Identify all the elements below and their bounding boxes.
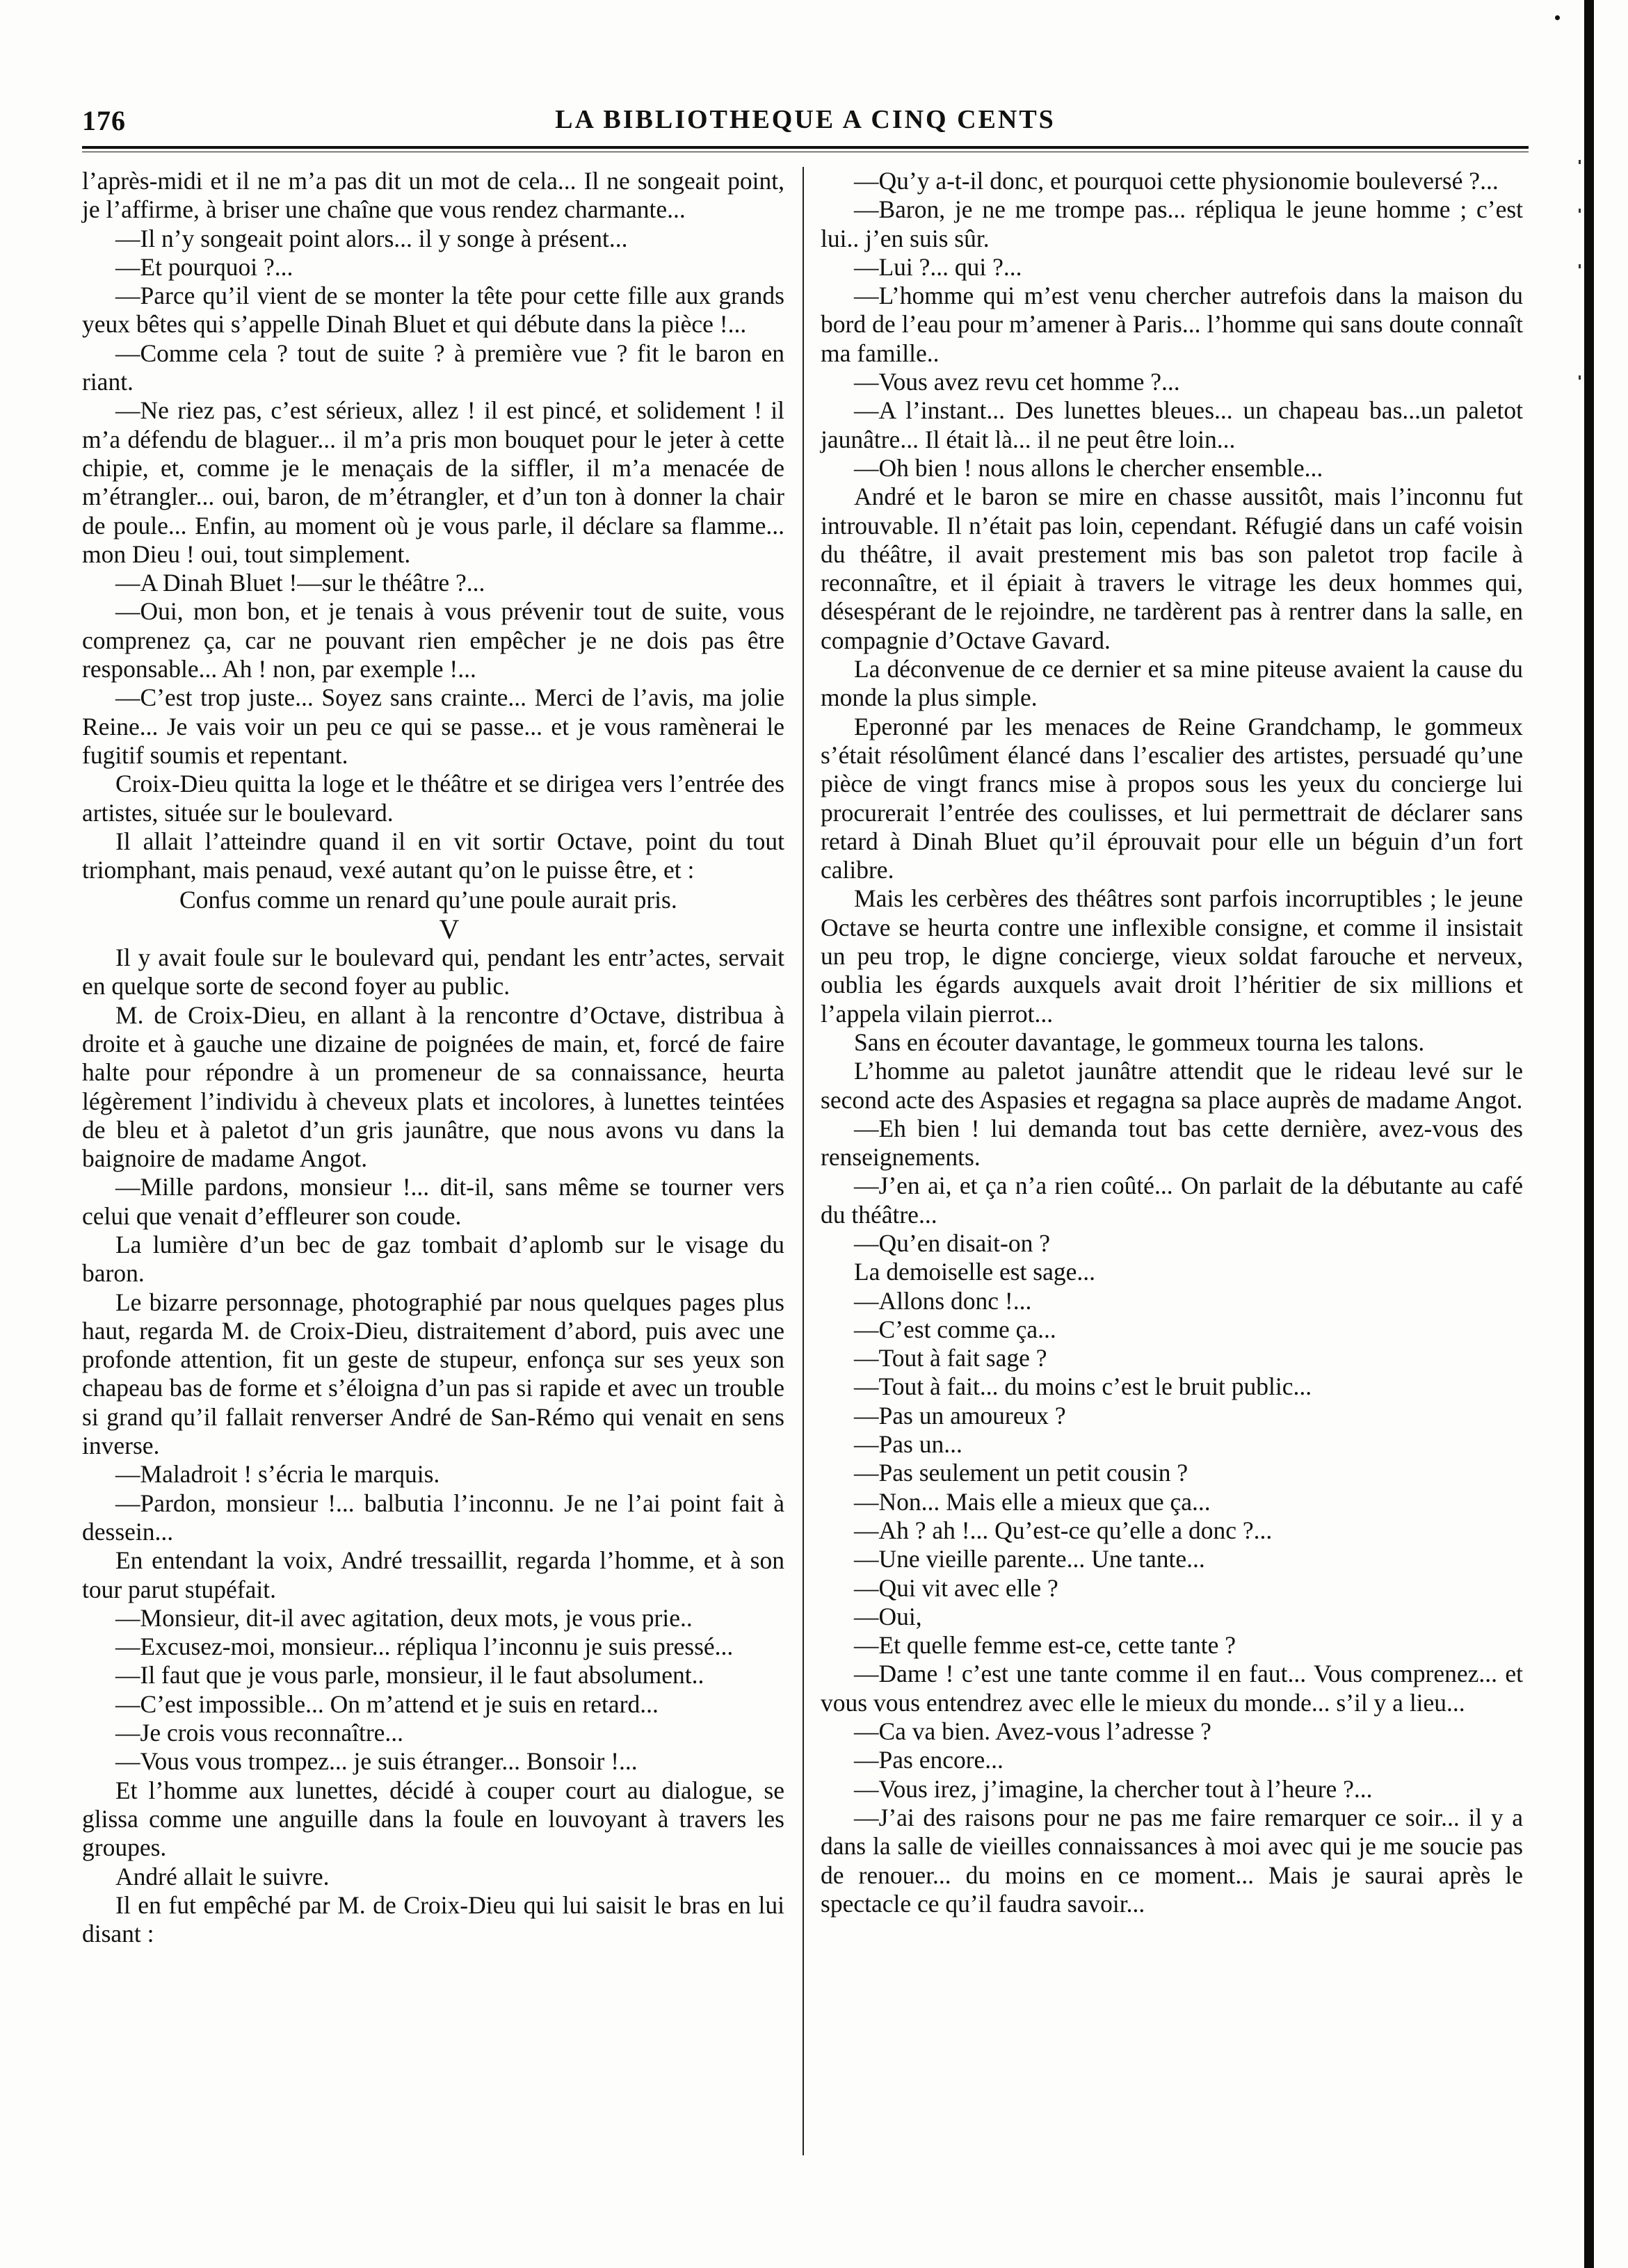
paragraph: —C’est comme ça... bbox=[854, 1315, 1056, 1343]
paragraph: Il en fut empêché par M. de Croix-Dieu qui lui saisit le bras en lui disant : bbox=[82, 1890, 784, 1948]
paragraph: —Pas encore... bbox=[854, 1746, 1004, 1774]
paragraph: —Maladroit ! s’écria le marquis. bbox=[115, 1460, 440, 1489]
paragraph: —Oui, bbox=[854, 1602, 922, 1630]
paragraph: Mais les cerbères des théâtres sont parfois incorruptibles ; le jeune Octave se heurta contre une inflexible consigne, et comme il insistait un peu trop, le digne concierge, vieux soldat farouche et nerveux, oublia les égards auxquels avait droit l’héritier de six millions et l’appela vilain pierrot... bbox=[821, 884, 1523, 1028]
paragraph: —Qu’en disait-on ? bbox=[854, 1229, 1050, 1257]
paragraph: —J’ai des raisons pour ne pas me faire remarquer ce soir... il y a dans la salle de vieilles connaissances à moi avec qui je me soucie pas de renouer... du moins en ce moment... Mais je saurai après le spectacle ce qu’il faudra savoir... bbox=[821, 1803, 1523, 1918]
chapter-heading: V bbox=[439, 913, 461, 945]
paragraph: —C’est impossible... On m’attend et je suis en retard... bbox=[115, 1690, 659, 1718]
paragraph: —Baron, je ne me trompe pas... répliqua le jeune homme ; c’est lui.. j’en suis sûr. bbox=[821, 195, 1523, 252]
paragraph: —Non... Mais elle a mieux que ça... bbox=[854, 1487, 1211, 1516]
paragraph: —Qu’y a-t-il donc, et pourquoi cette physionomie bouleversé ?... bbox=[854, 167, 1499, 195]
paragraph: —Pas un... bbox=[854, 1430, 962, 1459]
header-rule bbox=[82, 146, 1529, 149]
paragraph: M. de Croix-Dieu, en allant à la rencontre d’Octave, distribua à droite et à gauche une dizaine de poignées de main, et, forcé de faire halte pour répondre à un promeneur de sa connaissance, heurta légèrement l’individu à cheveux plats et incolores, à lunettes teintées de bleu et à paletot d’un gris jaunâtre, que nous avons vu dans la baignoire de madame Angot. bbox=[82, 1001, 784, 1173]
paragraph: —Ah ? ah !... Qu’est-ce qu’elle a donc ?... bbox=[854, 1516, 1273, 1544]
paragraph: La déconvenue de ce dernier et sa mine piteuse avaient la cause du monde la plus simple. bbox=[821, 655, 1523, 712]
paragraph: Eperonné par les menaces de Reine Grandchamp, le gommeux s’était résolûment élancé dans l’escalier des artistes, persuadé qu’une pièce de vingt francs mise à propos sous les yeux du concierge lui procurerait l’entrée des coulisses, et lui permettrait de déclarer sans retard à Dinah Bluet qu’il éprouvait pour elle un béguin d’un fort calibre. bbox=[821, 712, 1523, 884]
paragraph: —Vous irez, j’imagine, la chercher tout à l’heure ?... bbox=[854, 1774, 1373, 1803]
page-header bbox=[82, 104, 1529, 146]
scan-edge-mark bbox=[1579, 264, 1581, 268]
paragraph: —Lui ?... qui ?... bbox=[854, 252, 1022, 281]
paragraph: —Comme cela ? tout de suite ? à première vue ? fit le baron en riant. bbox=[82, 339, 784, 396]
running-title: LA BIBLIOTHEQUE A CINQ CENTS bbox=[555, 105, 1056, 134]
paragraph: —J’en ai, et ça n’a rien coûté... On parlait de la débutante au café du théâtre... bbox=[821, 1172, 1523, 1229]
paragraph: La demoiselle est sage... bbox=[854, 1258, 1095, 1286]
paragraph: —Vous vous trompez... je suis étranger... Bonsoir !... bbox=[115, 1747, 638, 1776]
paragraph: —Eh bien ! lui demanda tout bas cette dernière, avez-vous des renseignements. bbox=[821, 1114, 1523, 1172]
paragraph: —Ne riez pas, c’est sérieux, allez ! il est pincé, et solidement ! il m’a défendu de blaguer... il m’a pris mon bouquet pour le jeter à cette chipie, et, comme je le menaçais de la siffler, il m’a menacée de m’étrangler... oui, baron, de m’étrangler, et d’un ton à donner la chair de poule... Enfin, au moment où je vous parle, il déclare sa flamme... mon Dieu ! oui, tout simplement. bbox=[82, 396, 784, 568]
paragraph: —A Dinah Bluet !—sur le théâtre ?... bbox=[115, 569, 485, 597]
paragraph: —L’homme qui m’est venu chercher autrefois dans la maison du bord de l’eau pour m’amener à Paris... l’homme qui sans doute connaît ma famille.. bbox=[821, 282, 1523, 367]
paragraph: l’après-midi et il ne m’a pas dit un mot de cela... Il ne songeait point, je l’affirme, à briser une chaîne que vous rendez charmante... bbox=[82, 167, 784, 224]
paragraph: Il allait l’atteindre quand il en vit sortir Octave, point du tout triomphant, mais penaud, vexé autant qu’on le puisse être, et : bbox=[82, 827, 784, 884]
paragraph: André et le baron se mire en chasse aussitôt, mais l’inconnu fut introuvable. Il n’était pas loin, cependant. Réfugié dans un café voisin du théâtre, il avait prestement mis bas son paletot trop facile à reconnaître, et il épiait à travers le vitrage les deux hommes qui, désespérant de le rejoindre, ne tardèrent pas à rentrer dans la salle, en compagnie d’Octave Gavard. bbox=[821, 483, 1523, 654]
paragraph: —A l’instant... Des lunettes bleues... un chapeau bas...un paletot jaunâtre... Il était là... il ne peut être loin... bbox=[821, 396, 1523, 453]
paragraph: André allait le suivre. bbox=[115, 1862, 330, 1890]
paragraph: —Pardon, monsieur !... balbutia l’inconnu. Je ne l’ai point fait à dessein... bbox=[82, 1489, 784, 1546]
scan-edge-mark bbox=[1579, 375, 1581, 380]
paragraph: En entendant la voix, André tressaillit, regarda l’homme, et à son tour parut stupéfait. bbox=[82, 1546, 784, 1603]
paragraph: —Et quelle femme est-ce, cette tante ? bbox=[854, 1631, 1236, 1660]
paragraph: —Pas seulement un petit cousin ? bbox=[854, 1459, 1188, 1487]
scan-edge-bar bbox=[1584, 0, 1594, 2268]
paragraph: —Mille pardons, monsieur !... dit-il, sans même se tourner vers celui que venait d’effleurer son coude. bbox=[82, 1173, 784, 1230]
paragraph: —Monsieur, dit-il avec agitation, deux mots, je vous prie.. bbox=[115, 1603, 693, 1632]
paragraph: L’homme au paletot jaunâtre attendit que le rideau levé sur le second acte des Aspasies et regagna sa place auprès de madame Angot. bbox=[821, 1057, 1523, 1114]
paragraph: —Tout à fait sage ? bbox=[854, 1344, 1047, 1372]
left-column bbox=[82, 167, 784, 1948]
paragraph: —Il faut que je vous parle, monsieur, il le faut absolument.. bbox=[115, 1661, 704, 1690]
right-column bbox=[821, 167, 1523, 1918]
paragraph: —Dame ! c’est une tante comme il en faut... Vous comprenez... et vous vous entendrez avec elle le mieux du monde... s’il y a lieu... bbox=[821, 1660, 1523, 1717]
paragraph: —Je crois vous reconnaître... bbox=[115, 1719, 404, 1747]
paragraph: —Ca va bien. Avez-vous l’adresse ? bbox=[854, 1717, 1211, 1746]
column-divider bbox=[803, 167, 804, 2155]
paragraph: —Excusez-moi, monsieur... répliqua l’inconnu je suis pressé... bbox=[115, 1633, 734, 1661]
paragraph: —Parce qu’il vient de se monter la tête pour cette fille aux grands yeux bêtes qui s’appelle Dinah Bluet et qui débute dans la pièce !... bbox=[82, 282, 784, 339]
paragraph: Croix-Dieu quitta la loge et le théâtre et se dirigea vers l’entrée des artistes, située sur le boulevard. bbox=[82, 770, 784, 827]
paragraph: —Il n’y songeait point alors... il y songe à présent... bbox=[115, 224, 628, 252]
paragraph: Sans en écouter davantage, le gommeux tourna les talons. bbox=[854, 1028, 1425, 1056]
scan-edge-mark bbox=[1579, 209, 1581, 213]
paragraph: —Vous avez revu cet homme ?... bbox=[854, 368, 1180, 396]
paragraph: —Pas un amoureux ? bbox=[854, 1401, 1066, 1429]
scan-speck bbox=[1555, 15, 1560, 20]
paragraph: Et l’homme aux lunettes, décidé à couper court au dialogue, se glissa comme une anguille dans la foule en louvoyant à travers les groupes. bbox=[82, 1776, 784, 1862]
paragraph: —C’est trop juste... Soyez sans crainte... Merci de l’avis, ma jolie Reine... Je vais voir un peu ce qui se passe... et je vous ramènerai le fugitif soumis et repentant. bbox=[82, 683, 784, 769]
scan-edge-mark bbox=[1579, 160, 1581, 164]
paragraph: —Oui, mon bon, et je tenais à vous prévenir tout de suite, vous comprenez ça, car ne pouvant rien empêcher je ne dois pas être responsable... Ah ! non, par exemple !... bbox=[82, 597, 784, 683]
page-margin bbox=[1560, 0, 1584, 2268]
paragraph: Le bizarre personnage, photographié par nous quelques pages plus haut, regarda M. de Croix-Dieu, distraitement d’abord, puis avec une profonde attention, fit un geste de stupeur, enfonça sur ses yeux son chapeau bas de forme et s’éloigna d’un pas si rapide et avec un trouble si grand qu’il fallait renverser André de San-Rémo qui venait en sens inverse. bbox=[82, 1288, 784, 1460]
paragraph: La lumière d’un bec de gaz tombait d’aplomb sur le visage du baron. bbox=[82, 1230, 784, 1288]
paragraph: —Oh bien ! nous allons le chercher ensemble... bbox=[854, 453, 1323, 482]
paragraph: —Allons donc !... bbox=[854, 1286, 1032, 1315]
paragraph: —Une vieille parente... Une tante... bbox=[854, 1545, 1205, 1573]
verse-quote: Confus comme un renard qu’une poule aurait pris. bbox=[179, 886, 677, 914]
paragraph: —Qui vit avec elle ? bbox=[854, 1573, 1058, 1602]
paragraph: —Et pourquoi ?... bbox=[115, 252, 293, 281]
page-number: 176 bbox=[82, 105, 126, 136]
paragraph: —Tout à fait... du moins c’est le bruit public... bbox=[854, 1372, 1312, 1401]
paragraph: Il y avait foule sur le boulevard qui, pendant les entr’actes, servait en quelque sorte de second foyer au public. bbox=[82, 943, 784, 1001]
